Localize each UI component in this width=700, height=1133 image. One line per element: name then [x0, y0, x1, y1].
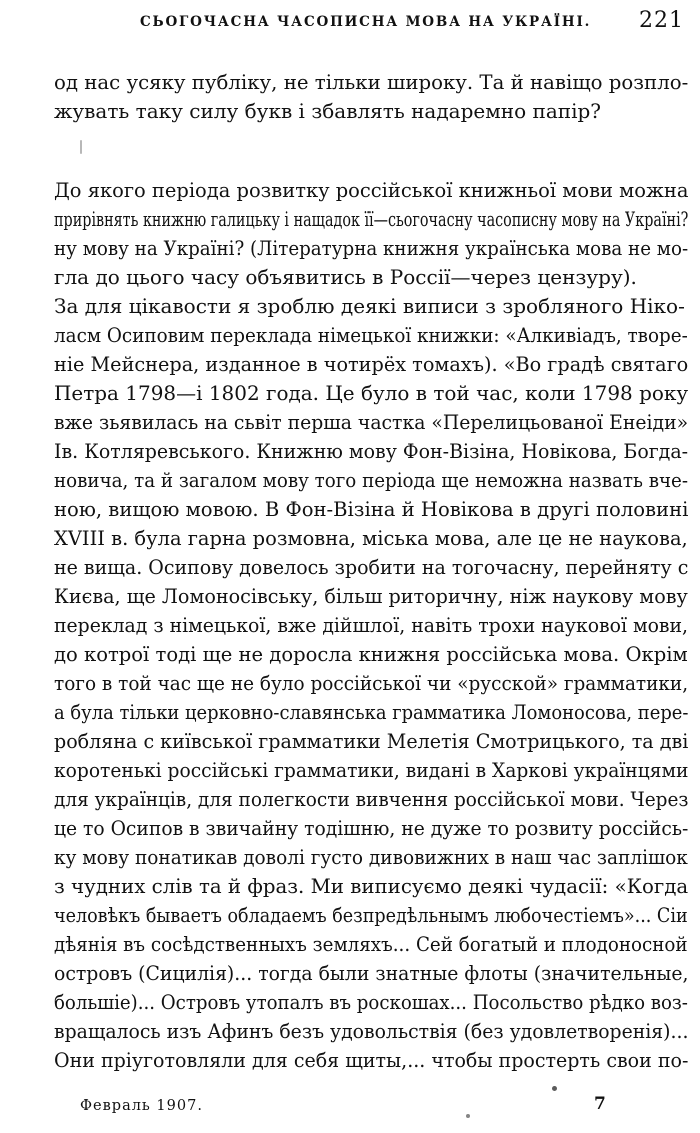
- text-line: до котрої тоді ще не доросла книжня россійська мова. Окрім: [54, 642, 688, 666]
- text-line: вже зьявилась на сьвіт перша частка «Перелицьованої Енеіди»: [54, 410, 689, 434]
- text-line: ласм Осиповим переклада німецької книжки: «Алкивіадъ, творе-: [54, 323, 688, 347]
- text-line: ніе Мейснера, изданное в чотирёх томахъ). «Во градѣ святаго: [54, 352, 689, 376]
- text-line: XVIII в. була гарна розмовна, міська мова, але це не наукова,: [54, 526, 688, 550]
- text-line: ну мову на Україні? (Літературна книжня українська мова не мо-: [54, 236, 689, 260]
- text-line: островъ (Сицилія)... тогда были знатные флоты (значительные,: [54, 961, 689, 985]
- text-line: робляна с київської грамматики Мелетія Смотрицького, та дві: [54, 729, 689, 753]
- text-line: прирівнять книжню галицьку і нащадок її—сьогочасну часописну мову на Україні?: [54, 207, 689, 231]
- text-line: ною, вищою мовою. В Фон-Візіна й Новікова в другі половині: [54, 497, 689, 521]
- text-line: вращалось изъ Афинъ безъ удовольствія (без удовлетворенія)...: [54, 1019, 689, 1043]
- text-line: для українців, для полегкости вивчення россійської мови. Через: [54, 787, 689, 811]
- text-line: человѣкъ бываетъ обладаемъ безпредѣльнымъ любочестіемъ»... Сіи: [54, 903, 688, 927]
- print-speck: [552, 1086, 557, 1091]
- text-line: Ів. Котляревського. Книжню мову Фон-Візіна, Новікова, Богда-: [54, 439, 689, 463]
- print-speck: [80, 140, 82, 154]
- text-line: це то Осипов в звичайну тодішню, не дуже то розвиту россійсь-: [54, 816, 689, 840]
- text-line: Петра 1798—і 1802 года. Це було в той час, коли 1798 року: [54, 381, 689, 405]
- text-line: новича, та й загалом мову того періода ще неможна назвать вче-: [54, 468, 688, 492]
- text-line: За для цікавости я зроблю деякі виписи з зробляного Ніко-: [54, 294, 685, 318]
- text-line: большіе)... Островъ утопалъ въ роскошах... Посольство рѣдко воз-: [54, 990, 688, 1014]
- page-number: 221: [639, 8, 684, 33]
- text-line: переклад з німецької, вже дійшлої, навіть трохи наукової мови,: [54, 613, 689, 637]
- main-paragraphs: [54, 176, 688, 1075]
- running-title: СЬОГОЧАСНА ЧАСОПИСНА МОВА НА УКРАЇНІ.: [140, 14, 592, 30]
- text-line: а була тільки церковно-славянська грамматика Ломоносова, пере-: [54, 700, 689, 724]
- text-line: дѣянія въ сосѣдственныхъ земляхъ... Сей богатый и плодоносной: [54, 932, 688, 956]
- print-speck: [466, 1114, 470, 1118]
- text-line: не вища. Осипову довелось зробити на тогочасну, перейняту с: [54, 555, 689, 579]
- signature-mark: 7: [594, 1094, 606, 1114]
- text-line: того в той час ще не було россійської чи «русской» грамматики,: [54, 671, 689, 695]
- text-line: До якого періода розвитку россійської книжньої мови можна: [54, 178, 689, 202]
- text-line: з чудних слів та й фраз. Ми виписуємо деякі чудасії: «Когда: [54, 874, 689, 898]
- text-line: од нас усяку публіку, не тільки широку. Та й навіщо розпло-: [54, 70, 689, 94]
- text-line: Києва, ще Ломоносівську, більш риторичну, ніж наукову мову: [54, 584, 688, 608]
- footer-month-year: Февраль 1907.: [80, 1098, 203, 1114]
- text-line: гла до цього часу объявитись в Россії—через цензуру).: [54, 265, 637, 289]
- continuation-text: [54, 68, 688, 126]
- text-line: жувать таку силу букв і збавлять надаремно папір?: [54, 99, 602, 123]
- text-line: коротенькі россійські грамматики, видані в Харкові українцями: [54, 758, 689, 782]
- text-line: Они пріуготовляли для себя щиты,... чтобы простерть свои по-: [54, 1048, 689, 1072]
- text-line: ку мову понатикав доволі густо дивовижних в наш час заплішок: [54, 845, 688, 869]
